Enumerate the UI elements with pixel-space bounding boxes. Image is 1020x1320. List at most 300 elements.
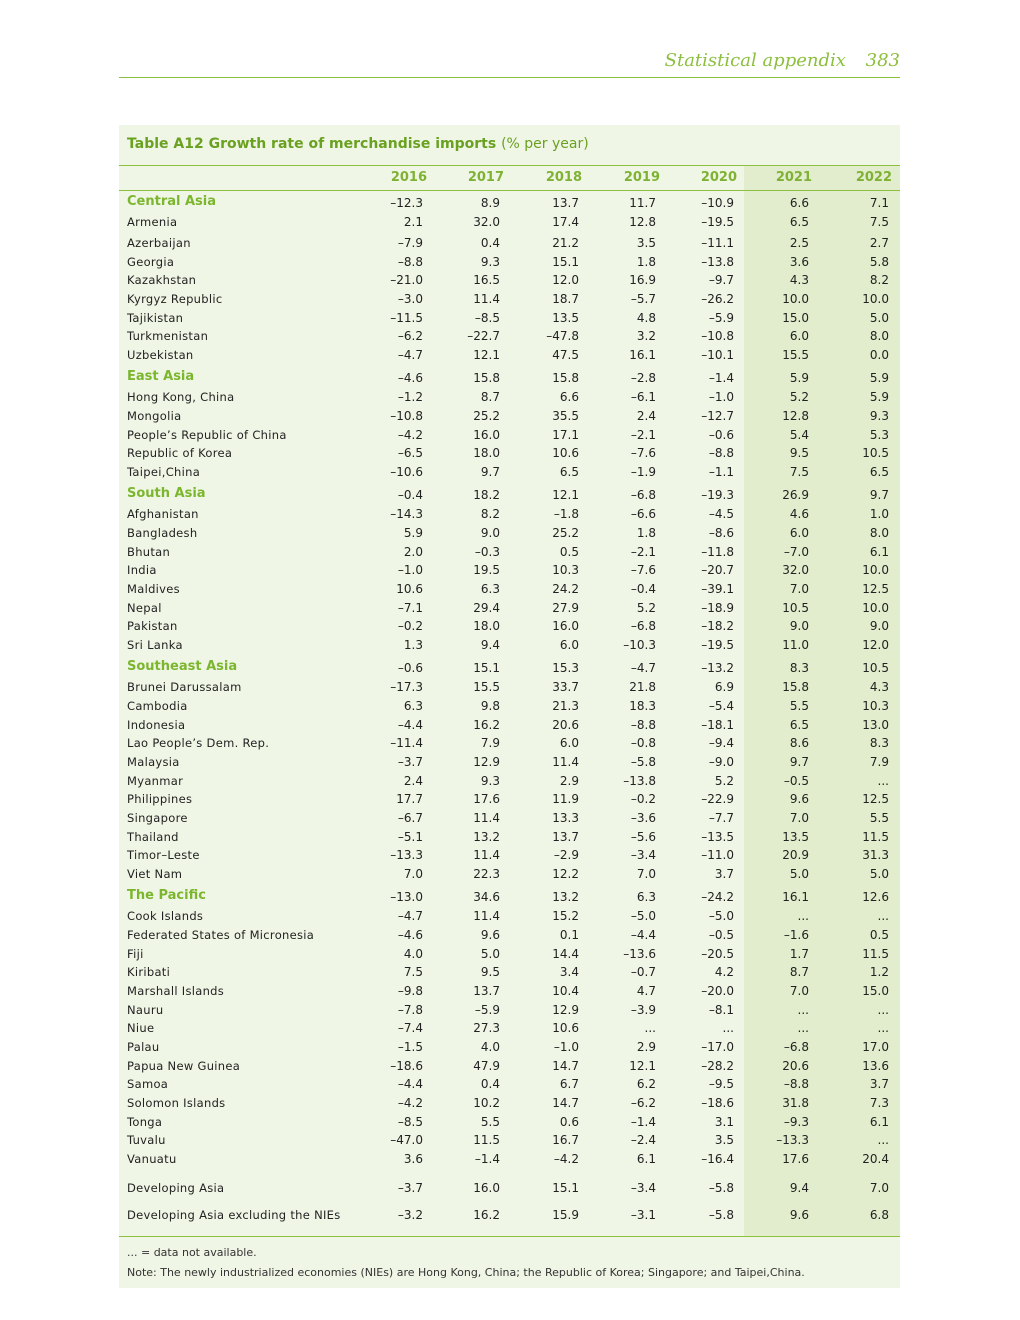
cell-2021: –7.0 — [783, 545, 809, 559]
cell-2019: 4.7 — [636, 984, 656, 998]
cell-2021: 20.9 — [782, 848, 809, 862]
cell-2019: 11.7 — [629, 196, 656, 210]
cell-2020: –20.7 — [701, 563, 734, 577]
cell-2019: –7.6 — [630, 563, 656, 577]
cell-2021: ... — [797, 1003, 809, 1017]
cell-2021: 6.6 — [789, 196, 809, 210]
cell-2019: –6.2 — [630, 1096, 656, 1110]
cell-2018: 13.7 — [552, 196, 579, 210]
group-row — [0, 488, 1020, 506]
cell-2019: –2.1 — [630, 545, 656, 559]
cell-2018: –2.9 — [553, 848, 579, 862]
cell-2019: –7.6 — [630, 446, 656, 460]
cell-2019: –1.9 — [630, 465, 656, 479]
cell-2017: 8.2 — [480, 507, 500, 521]
cell-2017: 13.2 — [473, 830, 500, 844]
row-label: Malaysia — [127, 755, 180, 769]
cell-2022: 2.7 — [869, 236, 889, 250]
cell-2019: –0.4 — [630, 582, 656, 596]
cell-2020: –1.0 — [708, 390, 734, 404]
cell-2020: –1.1 — [708, 465, 734, 479]
cell-2017: 16.2 — [473, 1208, 500, 1222]
table-title — [127, 136, 589, 152]
cell-2020: –9.0 — [708, 755, 734, 769]
cell-2022: 8.3 — [869, 736, 889, 750]
cell-2016: –6.7 — [397, 811, 423, 825]
table-bottom-rule — [119, 1236, 900, 1237]
cell-2022: 5.3 — [869, 428, 889, 442]
cell-2021: 4.6 — [789, 507, 809, 521]
table-row — [0, 465, 1020, 483]
cell-2021: 2.5 — [789, 236, 809, 250]
cell-2017: 18.0 — [473, 446, 500, 460]
cell-2018: 6.0 — [559, 736, 579, 750]
cell-2019: –6.1 — [630, 390, 656, 404]
cell-2022: 12.5 — [862, 792, 889, 806]
cell-2020: –28.2 — [701, 1059, 734, 1073]
cell-2020: –10.1 — [701, 348, 734, 362]
cell-2016: 3.6 — [403, 1152, 423, 1166]
cell-2019: 16.9 — [629, 273, 656, 287]
cell-2017: 18.2 — [473, 488, 500, 502]
cell-2016: 2.1 — [403, 215, 423, 229]
cell-2017: 15.5 — [473, 680, 500, 694]
cell-2022: ... — [877, 1021, 889, 1035]
table-row — [0, 984, 1020, 1002]
group-row — [0, 890, 1020, 908]
row-label: Niue — [127, 1021, 155, 1035]
row-label: The Pacific — [127, 888, 206, 903]
cell-2018: 21.3 — [552, 699, 579, 713]
cell-2016: –7.1 — [397, 601, 423, 615]
cell-2017: 9.7 — [480, 465, 500, 479]
cell-2021: 9.7 — [789, 755, 809, 769]
cell-2016: 6.3 — [403, 699, 423, 713]
cell-2021: 9.4 — [789, 1181, 809, 1195]
table-row — [0, 236, 1020, 254]
cell-2017: 15.1 — [473, 661, 500, 675]
cell-2022: 8.0 — [869, 526, 889, 540]
cell-2021: 13.5 — [782, 830, 809, 844]
table-row — [0, 215, 1020, 233]
cell-2018: 10.6 — [552, 446, 579, 460]
cell-2016: –17.3 — [390, 680, 423, 694]
cell-2017: 5.0 — [480, 947, 500, 961]
table-row — [0, 1077, 1020, 1095]
cell-2016: –21.0 — [390, 273, 423, 287]
cell-2022: 0.0 — [869, 348, 889, 362]
cell-2018: 15.1 — [552, 255, 579, 269]
table-row — [0, 545, 1020, 563]
row-label: Developing Asia — [127, 1181, 225, 1195]
cell-2019: –4.7 — [630, 661, 656, 675]
cell-2017: 5.5 — [480, 1115, 500, 1129]
cell-2018: 15.3 — [552, 661, 579, 675]
cell-2022: 4.3 — [869, 680, 889, 694]
row-label: Thailand — [127, 830, 179, 844]
cell-2016: 17.7 — [396, 792, 423, 806]
cell-2016: 1.3 — [403, 638, 423, 652]
cell-2018: 16.0 — [552, 619, 579, 633]
cell-2020: –5.4 — [708, 699, 734, 713]
cell-2022: 7.1 — [869, 196, 889, 210]
cell-2020: –19.5 — [701, 215, 734, 229]
cell-2018: –1.8 — [553, 507, 579, 521]
cell-2020: –18.1 — [701, 718, 734, 732]
row-label: Vanuatu — [127, 1152, 177, 1166]
cell-2016: 7.5 — [403, 965, 423, 979]
row-label: Central Asia — [127, 194, 217, 209]
cell-2016: –13.0 — [390, 890, 423, 904]
cell-2020: –5.8 — [708, 1208, 734, 1222]
cell-2018: 14.7 — [552, 1059, 579, 1073]
table-row — [0, 755, 1020, 773]
cell-2017: 7.9 — [480, 736, 500, 750]
cell-2019: –1.4 — [630, 1115, 656, 1129]
cell-2022: 15.0 — [862, 984, 889, 998]
table-row — [0, 1040, 1020, 1058]
row-label: Lao People’s Dem. Rep. — [127, 736, 270, 750]
cell-2022: 5.9 — [869, 371, 889, 385]
table-row — [0, 619, 1020, 637]
cell-2020: –11.0 — [701, 848, 734, 862]
row-label: Azerbaijan — [127, 236, 191, 250]
cell-2019: –3.4 — [630, 848, 656, 862]
table-row — [0, 1115, 1020, 1133]
cell-2018: 12.9 — [552, 1003, 579, 1017]
cell-2017: 0.4 — [480, 236, 500, 250]
cell-2019: 16.1 — [629, 348, 656, 362]
cell-2016: –4.6 — [397, 371, 423, 385]
cell-2022: 10.3 — [862, 699, 889, 713]
cell-2022: 12.5 — [862, 582, 889, 596]
table-row — [0, 292, 1020, 310]
cell-2017: 29.4 — [473, 601, 500, 615]
cell-2018: 21.2 — [552, 236, 579, 250]
cell-2020: –8.8 — [708, 446, 734, 460]
cell-2018: 13.2 — [552, 890, 579, 904]
cell-2019: –0.8 — [630, 736, 656, 750]
row-label: Maldives — [127, 582, 180, 596]
cell-2022: 9.3 — [869, 409, 889, 423]
table-row — [0, 311, 1020, 329]
group-row — [0, 661, 1020, 679]
cell-2021: 6.5 — [789, 718, 809, 732]
cell-2017: 11.4 — [473, 292, 500, 306]
cell-2022: 11.5 — [862, 830, 889, 844]
cell-2020: –13.2 — [701, 661, 734, 675]
cell-2019: –2.1 — [630, 428, 656, 442]
cell-2017: 16.0 — [473, 428, 500, 442]
cell-2017: 16.5 — [473, 273, 500, 287]
cell-2017: –0.3 — [474, 545, 500, 559]
cell-2019: –10.3 — [623, 638, 656, 652]
table-row — [0, 638, 1020, 656]
cell-2021: 7.5 — [789, 465, 809, 479]
cell-2021: –0.5 — [783, 774, 809, 788]
cell-2017: 19.5 — [473, 563, 500, 577]
table-row — [0, 736, 1020, 754]
cell-2022: 17.0 — [862, 1040, 889, 1054]
cell-2021: 5.9 — [789, 371, 809, 385]
cell-2020: 4.2 — [714, 965, 734, 979]
cell-2022: 12.0 — [862, 638, 889, 652]
cell-2016: –4.2 — [397, 428, 423, 442]
row-label: Developing Asia excluding the NIEs — [127, 1208, 341, 1222]
cell-2019: –3.4 — [630, 1181, 656, 1195]
cell-2019: 7.0 — [636, 867, 656, 881]
cell-2018: 20.6 — [552, 718, 579, 732]
footnote-note: Note: The newly industrialized economies (NIEs) are Hong Kong, China; the Republic of Korea; Singapore; and Taipei,China. — [127, 1266, 805, 1279]
cell-2017: 27.3 — [473, 1021, 500, 1035]
cell-2020: –13.8 — [701, 255, 734, 269]
cell-2020: –0.6 — [708, 428, 734, 442]
cell-2021: 8.7 — [789, 965, 809, 979]
cell-2016: –14.3 — [390, 507, 423, 521]
cell-2020: –5.9 — [708, 311, 734, 325]
cell-2021: 5.5 — [789, 699, 809, 713]
cell-2016: –8.8 — [397, 255, 423, 269]
cell-2021: 3.6 — [789, 255, 809, 269]
cell-2017: 9.4 — [480, 638, 500, 652]
table-row — [0, 409, 1020, 427]
table-row — [0, 811, 1020, 829]
cell-2018: 12.2 — [552, 867, 579, 881]
cell-2017: 9.5 — [480, 965, 500, 979]
cell-2018: –4.2 — [553, 1152, 579, 1166]
cell-2016: –11.5 — [390, 311, 423, 325]
cell-2017: –1.4 — [474, 1152, 500, 1166]
row-label: Brunei Darussalam — [127, 680, 242, 694]
cell-2016: –1.2 — [397, 390, 423, 404]
row-label: Armenia — [127, 215, 178, 229]
cell-2019: –6.8 — [630, 488, 656, 502]
column-header-2022: 2022 — [855, 170, 892, 185]
cell-2016: –13.3 — [390, 848, 423, 862]
cell-2017: 9.8 — [480, 699, 500, 713]
cell-2021: 6.0 — [789, 526, 809, 540]
cell-2020: –13.5 — [701, 830, 734, 844]
cell-2017: 32.0 — [473, 215, 500, 229]
cell-2019: –3.1 — [630, 1208, 656, 1222]
cell-2017: 34.6 — [473, 890, 500, 904]
cell-2018: 33.7 — [552, 680, 579, 694]
cell-2020: –39.1 — [701, 582, 734, 596]
row-label: Palau — [127, 1040, 160, 1054]
cell-2022: 7.3 — [869, 1096, 889, 1110]
cell-2017: 12.9 — [473, 755, 500, 769]
cell-2020: –26.2 — [701, 292, 734, 306]
row-label: Taipei,China — [127, 465, 201, 479]
cell-2016: –7.8 — [397, 1003, 423, 1017]
cell-2018: 6.5 — [559, 465, 579, 479]
row-label: Cook Islands — [127, 909, 204, 923]
row-label: People’s Republic of China — [127, 428, 287, 442]
cell-2020: –20.0 — [701, 984, 734, 998]
cell-2018: 16.7 — [552, 1133, 579, 1147]
cell-2018: 17.1 — [552, 428, 579, 442]
cell-2016: –3.7 — [397, 755, 423, 769]
row-label: Fiji — [127, 947, 144, 961]
group-row — [0, 371, 1020, 389]
cell-2017: 4.0 — [480, 1040, 500, 1054]
cell-2018: 14.4 — [552, 947, 579, 961]
cell-2021: –8.8 — [783, 1077, 809, 1091]
cell-2019: 1.8 — [636, 526, 656, 540]
column-header-2020: 2020 — [700, 170, 737, 185]
cell-2020: –18.2 — [701, 619, 734, 633]
cell-2022: ... — [877, 1133, 889, 1147]
row-label: Tonga — [127, 1115, 163, 1129]
cell-2016: –1.5 — [397, 1040, 423, 1054]
table-row — [0, 563, 1020, 581]
cell-2019: –8.8 — [630, 718, 656, 732]
cell-2022: 6.1 — [869, 545, 889, 559]
row-label: Indonesia — [127, 718, 186, 732]
cell-2016: –47.0 — [390, 1133, 423, 1147]
footnote-na: ... = data not available. — [127, 1246, 257, 1259]
table-row — [0, 774, 1020, 792]
cell-2021: 11.0 — [782, 638, 809, 652]
cell-2021: 26.9 — [782, 488, 809, 502]
cell-2020: –20.5 — [701, 947, 734, 961]
table-row — [0, 507, 1020, 525]
row-label: Southeast Asia — [127, 659, 238, 674]
cell-2018: 27.9 — [552, 601, 579, 615]
cell-2016: 2.0 — [403, 545, 423, 559]
cell-2022: 12.6 — [862, 890, 889, 904]
cell-2016: 7.0 — [403, 867, 423, 881]
cell-2017: 9.0 — [480, 526, 500, 540]
row-label: East Asia — [127, 369, 195, 384]
table-row — [0, 348, 1020, 366]
cell-2018: 35.5 — [552, 409, 579, 423]
cell-2018: 25.2 — [552, 526, 579, 540]
cell-2018: 24.2 — [552, 582, 579, 596]
cell-2019: ... — [644, 1021, 656, 1035]
cell-2021: 8.6 — [789, 736, 809, 750]
cell-2018: 10.6 — [552, 1021, 579, 1035]
table-row — [0, 526, 1020, 544]
cell-2022: 11.5 — [862, 947, 889, 961]
cell-2017: 13.7 — [473, 984, 500, 998]
cell-2021: –9.3 — [783, 1115, 809, 1129]
row-label: Nepal — [127, 601, 162, 615]
cell-2020: –11.1 — [701, 236, 734, 250]
table-row — [0, 848, 1020, 866]
cell-2018: 0.6 — [559, 1115, 579, 1129]
column-header-2018: 2018 — [545, 170, 582, 185]
cell-2021: 15.5 — [782, 348, 809, 362]
cell-2019: 3.5 — [636, 236, 656, 250]
cell-2016: –10.6 — [390, 465, 423, 479]
cell-2017: 47.9 — [473, 1059, 500, 1073]
row-label: Myanmar — [127, 774, 184, 788]
row-label: Bhutan — [127, 545, 171, 559]
cell-2021: 16.1 — [782, 890, 809, 904]
table-row — [0, 965, 1020, 983]
table-row — [0, 680, 1020, 698]
cell-2021: 31.8 — [782, 1096, 809, 1110]
cell-2016: –11.4 — [390, 736, 423, 750]
cell-2018: 6.7 — [559, 1077, 579, 1091]
cell-2019: 1.8 — [636, 255, 656, 269]
row-label: Sri Lanka — [127, 638, 183, 652]
cell-2017: –5.9 — [474, 1003, 500, 1017]
table-row — [0, 699, 1020, 717]
cell-2019: 12.8 — [629, 215, 656, 229]
cell-2022: 5.8 — [869, 255, 889, 269]
row-label: Uzbekistan — [127, 348, 194, 362]
cell-2016: –12.3 — [390, 196, 423, 210]
cell-2022: 10.0 — [862, 563, 889, 577]
cell-2018: 18.7 — [552, 292, 579, 306]
cell-2016: –18.6 — [390, 1059, 423, 1073]
cell-2016: –0.4 — [397, 488, 423, 502]
cell-2016: –4.4 — [397, 718, 423, 732]
cell-2019: 2.4 — [636, 409, 656, 423]
cell-2018: 0.5 — [559, 545, 579, 559]
table-row — [0, 792, 1020, 810]
row-label: South Asia — [127, 486, 206, 501]
cell-2021: 10.0 — [782, 292, 809, 306]
cell-2022: 6.5 — [869, 465, 889, 479]
total-row — [0, 1181, 1020, 1199]
cell-2021: –6.8 — [783, 1040, 809, 1054]
row-label: Georgia — [127, 255, 175, 269]
row-label: Republic of Korea — [127, 446, 233, 460]
table-row — [0, 273, 1020, 291]
cell-2021: 7.0 — [789, 984, 809, 998]
cell-2020: –19.5 — [701, 638, 734, 652]
row-label: Timor–Leste — [127, 848, 200, 862]
row-label: Singapore — [127, 811, 188, 825]
cell-2018: 6.6 — [559, 390, 579, 404]
cell-2021: 5.2 — [789, 390, 809, 404]
cell-2021: 15.0 — [782, 311, 809, 325]
cell-2016: –1.0 — [397, 563, 423, 577]
cell-2016: –9.8 — [397, 984, 423, 998]
cell-2020: –16.4 — [701, 1152, 734, 1166]
cell-2019: –2.8 — [630, 371, 656, 385]
table-row — [0, 830, 1020, 848]
cell-2020: –4.5 — [708, 507, 734, 521]
cell-2022: 10.5 — [862, 446, 889, 460]
cell-2021: 4.3 — [789, 273, 809, 287]
cell-2021: –1.6 — [783, 928, 809, 942]
cell-2022: 7.9 — [869, 755, 889, 769]
cell-2022: 6.1 — [869, 1115, 889, 1129]
cell-2018: 10.4 — [552, 984, 579, 998]
cell-2017: 11.4 — [473, 848, 500, 862]
cell-2021: 1.7 — [789, 947, 809, 961]
cell-2019: –5.6 — [630, 830, 656, 844]
table-row — [0, 947, 1020, 965]
cell-2022: 9.0 — [869, 619, 889, 633]
cell-2018: 15.8 — [552, 371, 579, 385]
cell-2020: ... — [722, 1021, 734, 1035]
row-label: Tajikistan — [127, 311, 184, 325]
cell-2021: 6.0 — [789, 329, 809, 343]
row-label: Samoa — [127, 1077, 169, 1091]
row-label: Mongolia — [127, 409, 182, 423]
cell-2022: 6.8 — [869, 1208, 889, 1222]
cell-2022: 3.7 — [869, 1077, 889, 1091]
cell-2018: 12.0 — [552, 273, 579, 287]
cell-2021: 7.0 — [789, 582, 809, 596]
cell-2019: –6.6 — [630, 507, 656, 521]
cell-2016: –8.5 — [397, 1115, 423, 1129]
